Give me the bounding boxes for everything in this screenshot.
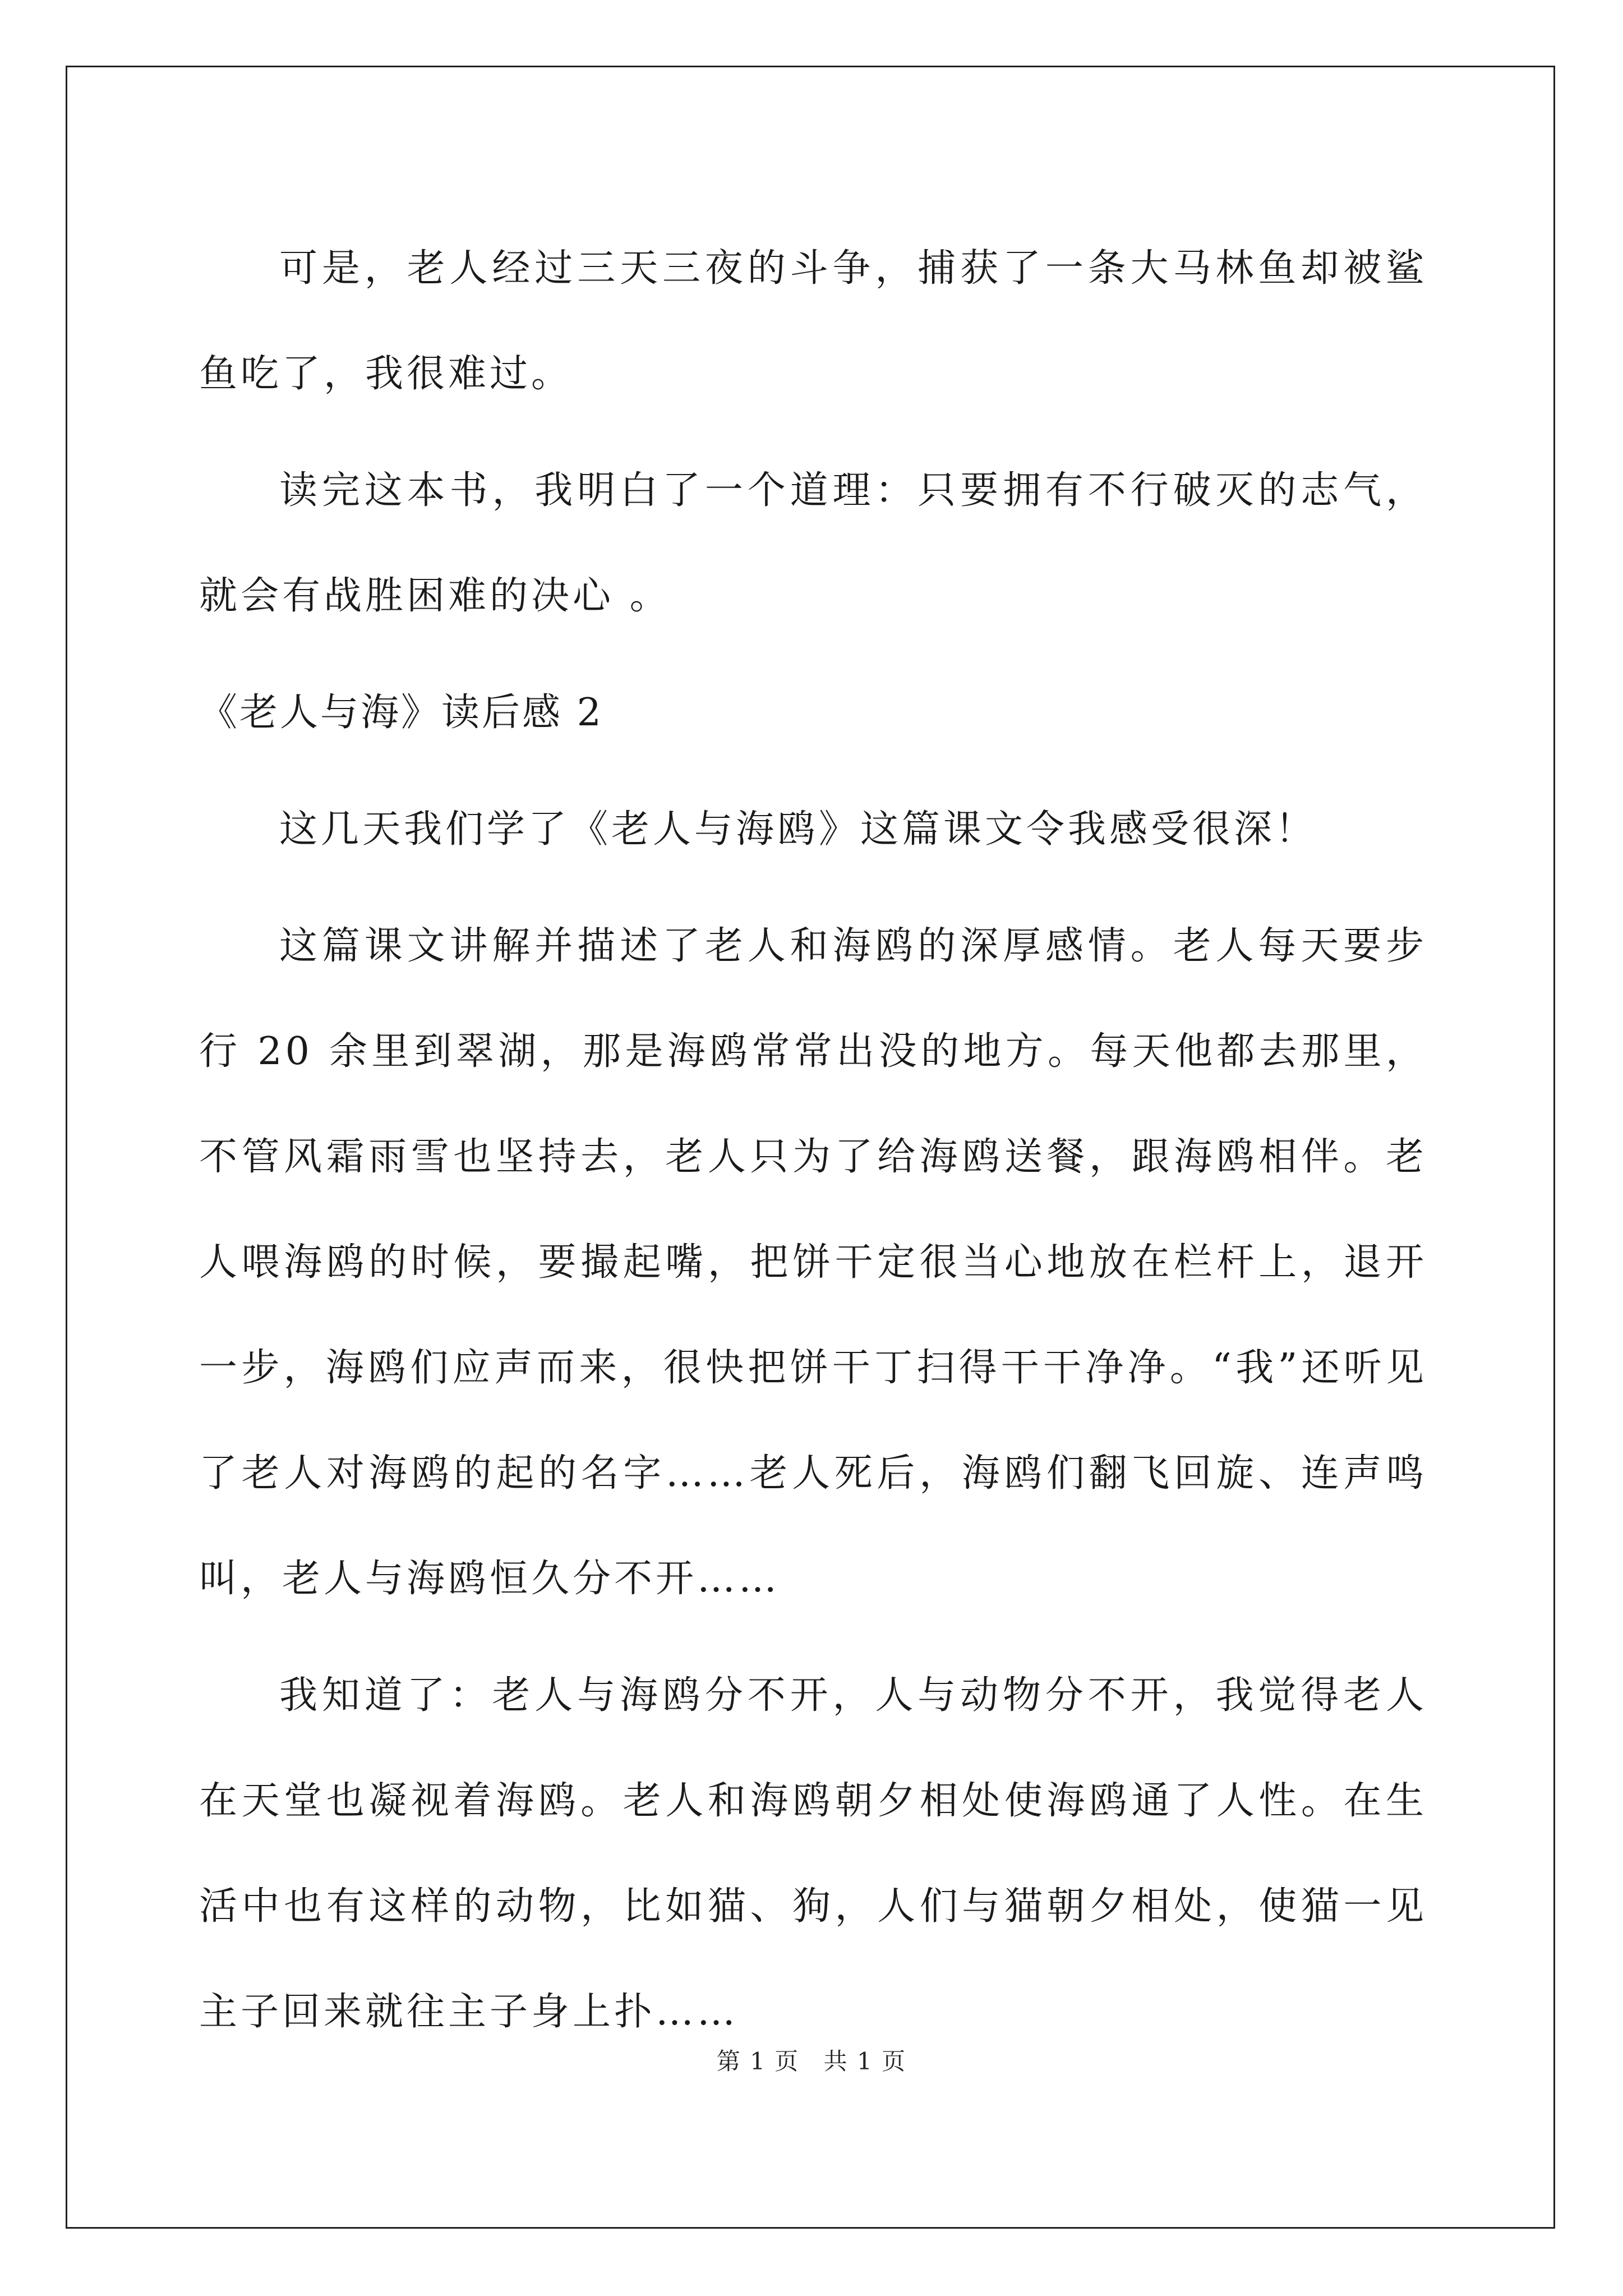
- page-total: 共 1 页: [823, 2047, 907, 2075]
- page-number: 第 1 页: [716, 2047, 800, 2075]
- paragraph-2: 读完这本书，我明白了一个道理：只要拥有不行破灭的志气，就会有战胜困难的决心 。: [199, 468, 1427, 618]
- paragraph-5: 我知道了：老人与海鸥分不开，人与动物分不开，我觉得老人在天堂也凝视着海鸥。老人和海鸥朝夕相处使海鸥通了人性。在生活中也有这样的动物，比如猫、狗，人们与猫朝夕相处，使猫一见主子回来就往主子身上扑……: [199, 1673, 1427, 2034]
- page-footer: [0, 2043, 1623, 2077]
- paragraph-3: 这几天我们学了《老人与海鸥》这篇课文令我感受很深！: [279, 807, 1317, 852]
- document-body: [199, 216, 1427, 2076]
- paragraph-1: 可是，老人经过三天三夜的斗争，捕获了一条大马林鱼却被鲨鱼吃了，我很难过。: [199, 246, 1427, 396]
- section-heading: 《老人与海》读后感 2: [199, 691, 603, 735]
- paragraph-4: 这篇课文讲解并描述了老人和海鸥的深厚感情。老人每天要步行 20 余里到翠湖，那是海鸥常常出没的地方。每天他都去那里，不管风霜雨雪也坚持去，老人只为了给海鸥送餐，跟海鸥相伴。老人喂海鸥的时候，要撮起嘴，把饼干定很当心地放在栏杆上，退开一步，海鸥们应声而来，很快把饼干丁扫得干干净净。“我”还听见了老人对海鸥的起的名字……老人死后，海鸥们翻飞回旋、连声鸣叫，老人与海鸥恒久分不开……: [199, 924, 1427, 1601]
